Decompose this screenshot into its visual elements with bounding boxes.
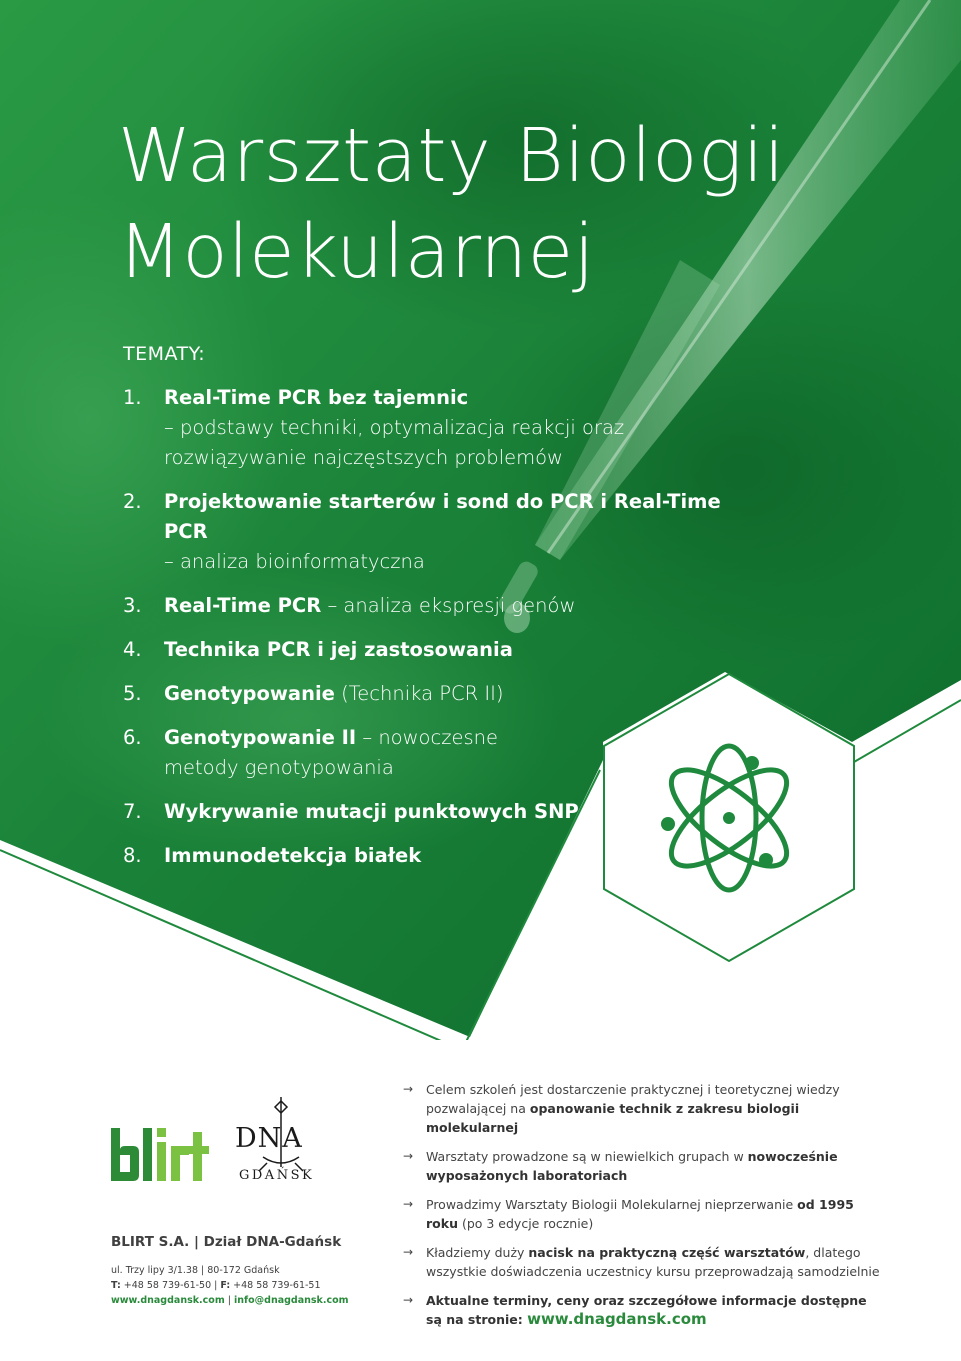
topic-title: Technika PCR i jej zastosowania (164, 638, 513, 661)
bullet-item-3 (403, 1195, 883, 1233)
fax-label: F: (220, 1280, 231, 1291)
bullet-emphasis: Aktualne terminy, ceny oraz szczegółowe informacje dostępne są na stronie: (426, 1293, 867, 1327)
topic-number: 6. (123, 726, 142, 749)
topic-description: – analiza bioinformatyczna (164, 550, 425, 573)
topic-number: 1. (123, 386, 142, 409)
company-phone-fax (111, 1278, 371, 1293)
topic-description: (Technika PCR II) (334, 682, 504, 705)
arrow-icon: → (403, 1149, 414, 1163)
bullet-item-5 (403, 1291, 883, 1329)
blirt-logo (111, 1128, 213, 1183)
website-link[interactable]: www.dnagdansk.com (111, 1295, 225, 1306)
topic-number: 4. (123, 638, 142, 661)
bullet-text: Kładziemy duży (426, 1245, 529, 1260)
topic-title: Real-Time PCR (164, 594, 322, 617)
company-name: BLIRT S.A. | Dział DNA-Gdańsk (111, 1234, 342, 1250)
bullet-item-1 (403, 1080, 883, 1137)
topic-item-2 (123, 487, 763, 577)
bullet-emphasis: nowocześnie wyposażonych laboratoriach (426, 1149, 838, 1183)
topic-description: – analiza ekspresji genów (321, 594, 576, 617)
topic-description: metody genotypowania (164, 756, 394, 779)
topic-title: Real-Time PCR bez tajemnic (164, 386, 469, 409)
topic-number: 5. (123, 682, 142, 705)
topic-item-1 (123, 383, 763, 473)
bullet-text: Prowadzimy Warsztaty Biologii Molekularnej nieprzerwanie (426, 1197, 798, 1212)
logos-area (111, 1095, 341, 1195)
topic-item-6 (123, 723, 763, 783)
dna-logo-text: DNA (235, 1123, 303, 1154)
topic-description: – nowoczesne (356, 726, 498, 749)
link-separator: | (224, 1295, 234, 1306)
topic-item-4 (123, 635, 763, 665)
arrow-icon: → (403, 1245, 414, 1259)
arrow-icon: → (403, 1197, 414, 1211)
topics-label: TEMATY: (123, 343, 206, 365)
phone-number: +48 58 739-61-50 | (120, 1280, 221, 1291)
bullet-item-4 (403, 1243, 883, 1281)
topic-number: 2. (123, 490, 142, 513)
page-title (118, 108, 878, 300)
topic-number: 8. (123, 844, 142, 867)
bullet-emphasis: opanowanie technik z zakresu biologii molekularnej (426, 1101, 800, 1135)
topic-item-5 (123, 679, 763, 709)
topic-description: – podstawy techniki, optymalizacja reakcji oraz (164, 416, 625, 439)
fax-number: +48 58 739-61-51 (230, 1280, 321, 1291)
bullet-text-end: , dlatego wszystkie doświadczenia uczestnicy kursu przeprowadzają samodzielnie (426, 1245, 880, 1279)
topic-item-7 (123, 797, 763, 827)
topic-number: 7. (123, 800, 142, 823)
topic-title: Wykrywanie mutacji punktowych SNP (164, 800, 579, 823)
arrow-icon: → (403, 1293, 414, 1307)
phone-label: T: (111, 1280, 121, 1291)
topic-number: 3. (123, 594, 142, 617)
title-line-2: Molekularnej (118, 209, 595, 295)
topic-title: Genotypowanie II (164, 726, 357, 749)
bullet-text: Warsztaty prowadzone są w niewielkich grupach w (426, 1149, 748, 1164)
topic-title: Projektowanie starterów i sond do PCR i Real-Time PCR (164, 490, 721, 543)
company-info (111, 1234, 371, 1308)
arrow-icon: → (403, 1082, 414, 1096)
bullet-item-2 (403, 1147, 883, 1185)
email-link[interactable]: info@dnagdansk.com (233, 1295, 349, 1306)
gdansk-logo-text: GDAŃSK (239, 1168, 315, 1183)
title-line-1: Warsztaty Biologii (118, 113, 785, 199)
dna-gdansk-logo (233, 1097, 333, 1192)
company-address: ul. Trzy lipy 3/1.38 | 80-172 Gdańsk (111, 1265, 280, 1276)
bullet-emphasis: nacisk na praktyczną część warsztatów (528, 1245, 806, 1260)
bullet-text: Celem szkoleń jest dostarczenie praktycznej i teoretycznej wiedzy pozwalającej na (426, 1082, 840, 1116)
topic-item-8 (123, 841, 763, 871)
topic-description: rozwiązywanie najczęstszych problemów (164, 446, 563, 469)
topic-title: Genotypowanie (164, 682, 335, 705)
bullet-emphasis: od 1995 roku (426, 1197, 854, 1231)
website-link-large[interactable]: www.dnagdansk.com (527, 1310, 707, 1328)
topic-title: Immunodetekcja białek (164, 844, 422, 867)
info-bullets (403, 1080, 883, 1339)
bullet-text-end: (po 3 edycje rocznie) (457, 1216, 594, 1231)
topic-item-3 (123, 591, 763, 621)
company-contact-links (111, 1293, 371, 1308)
topics-list (123, 383, 763, 885)
